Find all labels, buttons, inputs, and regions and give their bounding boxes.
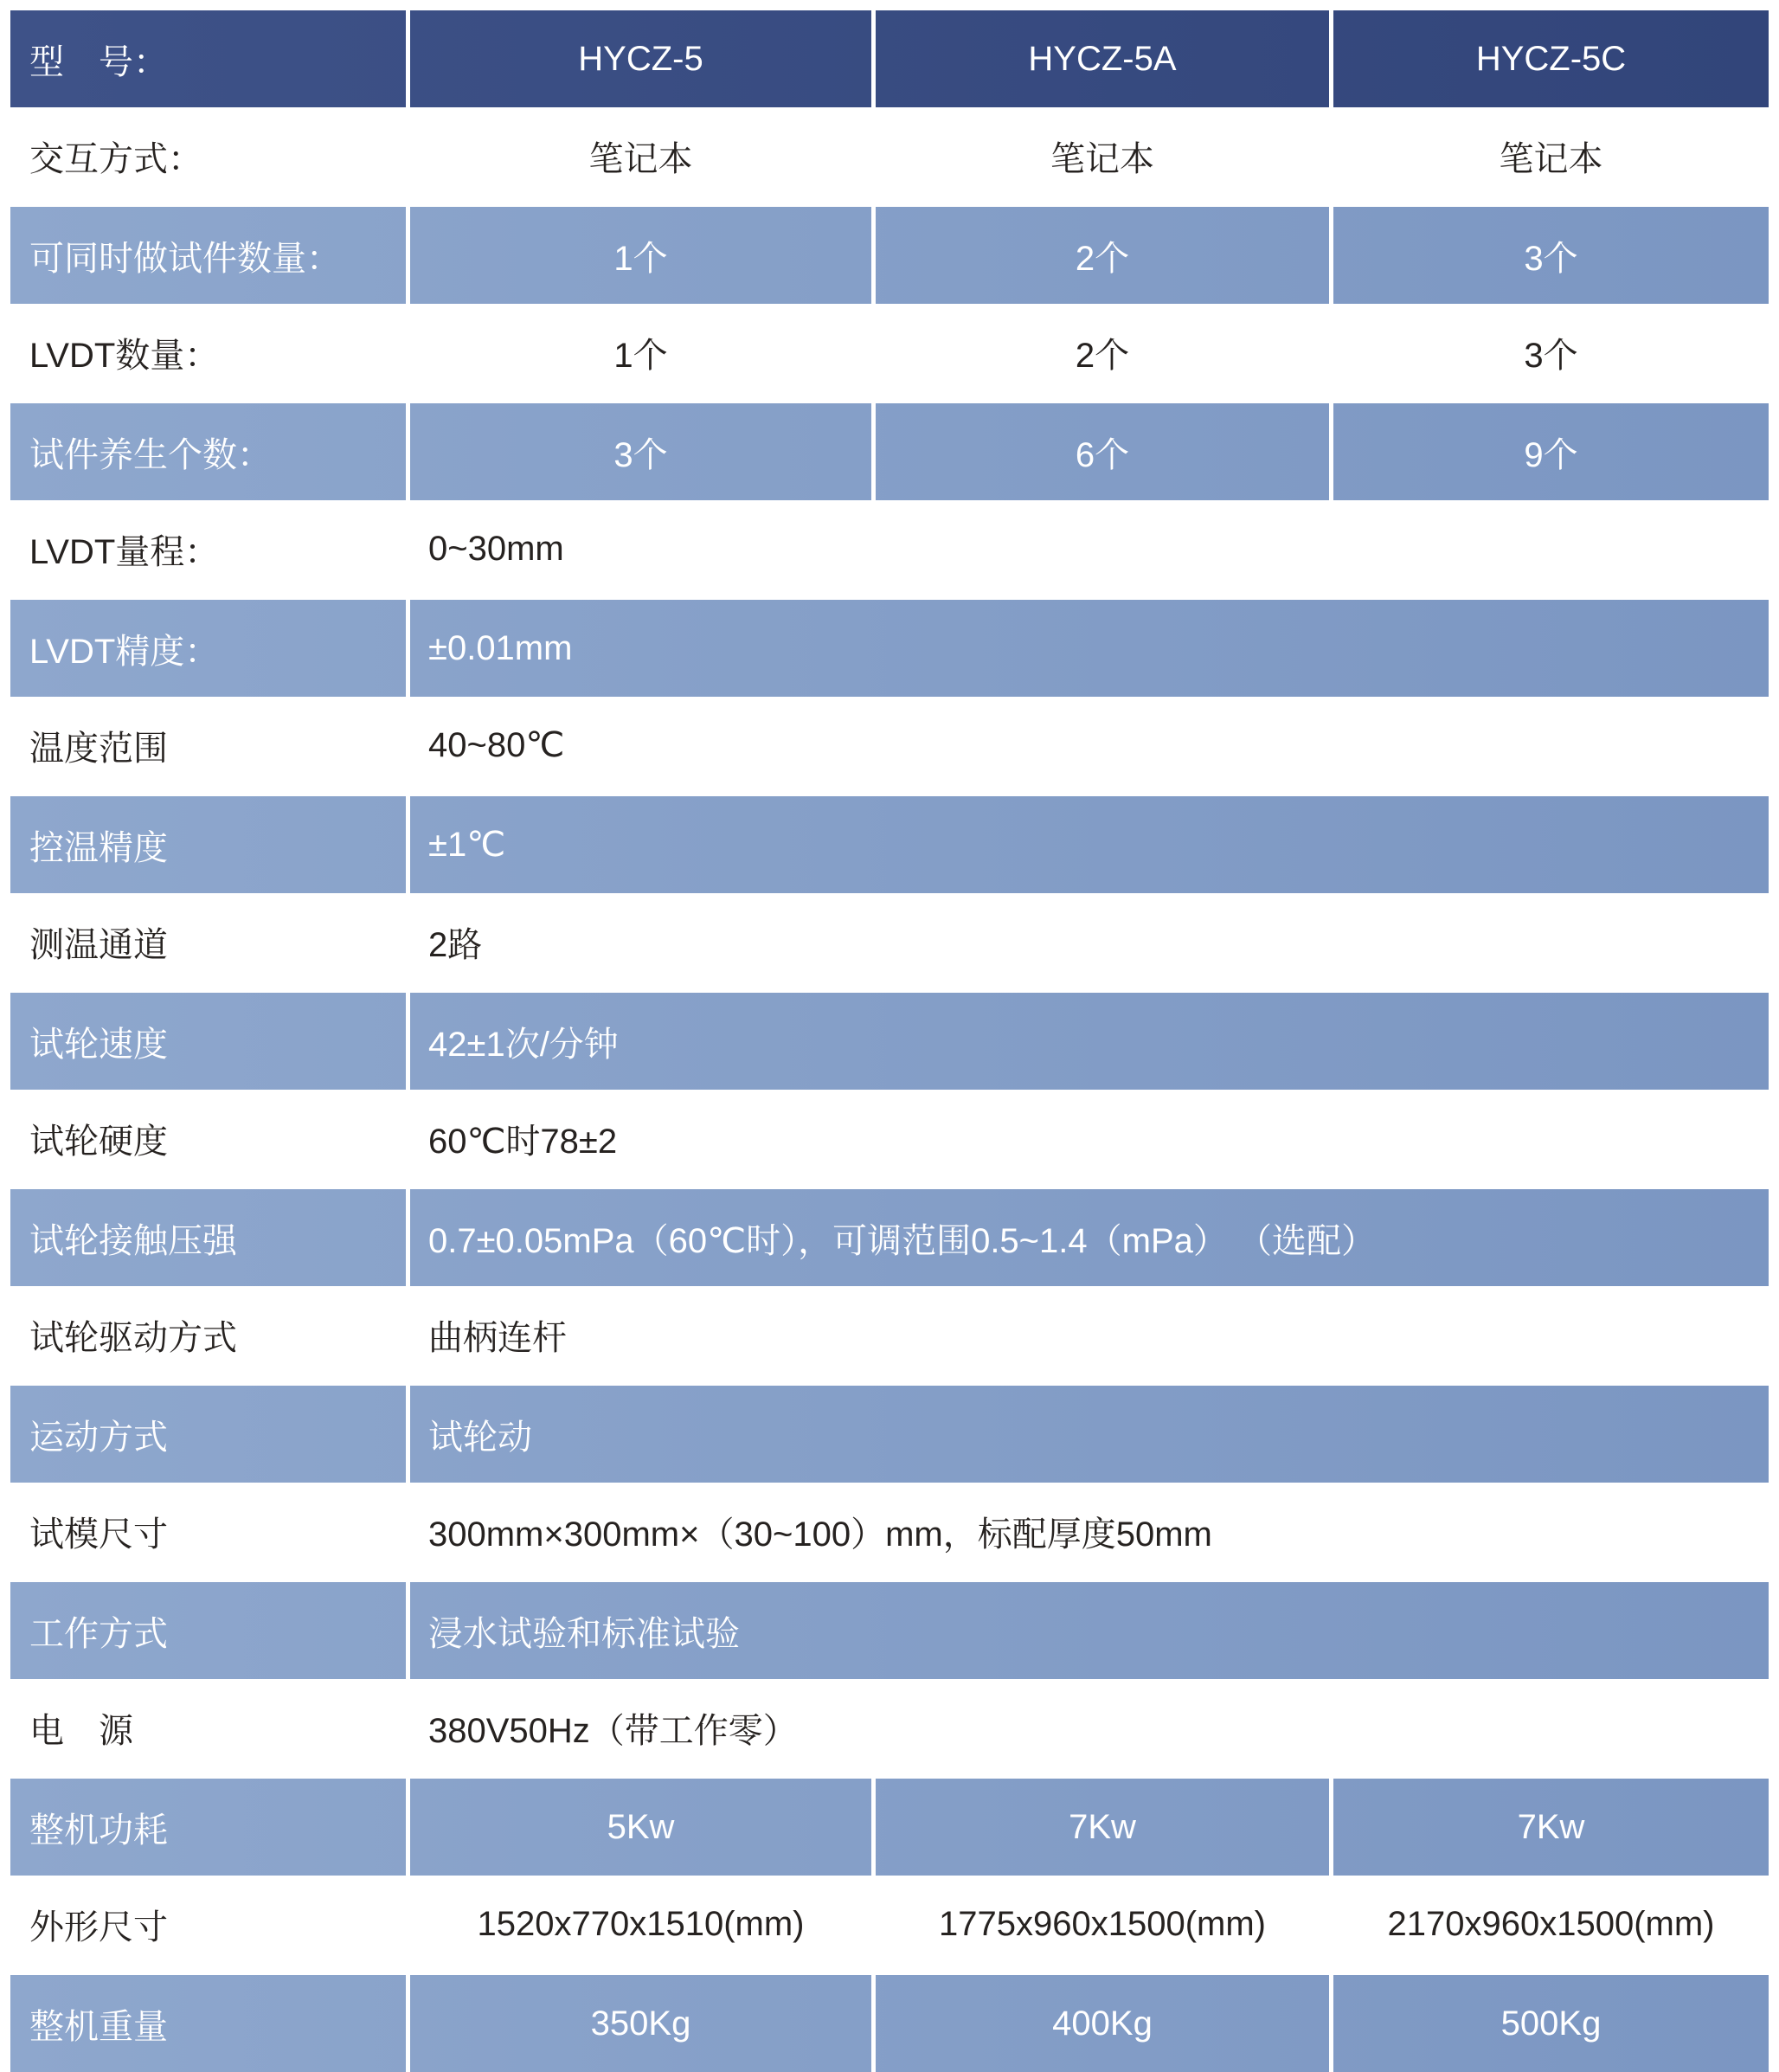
table-row [10, 204, 1769, 304]
table-row [10, 401, 1769, 500]
table-row [10, 1286, 1769, 1383]
row-value: 1个 [613, 336, 668, 375]
row-label: 电 源 [29, 1711, 133, 1750]
table-row [10, 1972, 1769, 2072]
row-label: 试轮硬度 [29, 1122, 168, 1161]
row-value: 笔记本 [588, 139, 693, 178]
row-value-merged: 300mm×300mm×（30~100）mm，标配厚度50mm [428, 1515, 1212, 1554]
row-value-merged: ±1℃ [406, 796, 1769, 893]
table-row [10, 794, 1769, 893]
row-value-merged: 曲柄连杆 [428, 1318, 567, 1357]
row-value: 500Kg [1329, 1975, 1769, 2072]
row-label: 试轮速度 [29, 1025, 168, 1064]
row-label: 温度范围 [29, 729, 168, 768]
row-label: LVDT数量： [29, 336, 220, 375]
table-row [10, 597, 1769, 697]
row-label: 试轮接触压强 [29, 1221, 237, 1260]
row-value: 2个 [871, 207, 1329, 304]
row-value-merged: 0~30mm [428, 529, 564, 568]
row-label: LVDT精度： [29, 632, 220, 671]
row-value: 3个 [406, 403, 871, 500]
row-value: 笔记本 [1499, 139, 1603, 178]
header-label: 型 号： [29, 42, 168, 81]
table-row [10, 304, 1769, 401]
row-value: 6个 [871, 403, 1329, 500]
row-label: 运动方式 [29, 1418, 168, 1457]
table-row [10, 1483, 1769, 1580]
table-row [10, 990, 1769, 1090]
row-label: 整机功耗 [29, 1811, 168, 1850]
row-value: 350Kg [406, 1975, 871, 2072]
table-row [10, 1383, 1769, 1483]
header-model-1: HYCZ-5A [871, 10, 1329, 107]
row-value: 笔记本 [1050, 139, 1154, 178]
row-label: 交互方式： [29, 139, 202, 178]
row-value-merged: 60℃时78±2 [428, 1122, 618, 1161]
table-row [10, 893, 1769, 990]
row-value: 7Kw [871, 1779, 1329, 1876]
row-label: 测温通道 [29, 925, 168, 964]
header-model-2: HYCZ-5C [1329, 10, 1769, 107]
row-value: 1775x960x1500(mm) [939, 1904, 1266, 1943]
row-value: 9个 [1329, 403, 1769, 500]
table-row [10, 1876, 1769, 1972]
table-row [10, 1187, 1769, 1286]
row-label: 外形尺寸 [29, 1908, 168, 1947]
table-row [10, 1090, 1769, 1187]
row-label: 可同时做试件数量： [29, 239, 341, 278]
row-value: 2个 [1075, 336, 1130, 375]
row-label: 试模尺寸 [29, 1515, 168, 1554]
row-value-merged: 0.7±0.05mPa（60℃时），可调范围0.5~1.4（mPa） （选配） [406, 1189, 1769, 1286]
row-value: 1520x770x1510(mm) [477, 1904, 805, 1943]
row-value-merged: 380V50Hz（带工作零） [428, 1711, 798, 1750]
row-label: 控温精度 [29, 828, 168, 867]
table-row [10, 1776, 1769, 1876]
header-model-0: HYCZ-5 [406, 10, 871, 107]
row-value-merged: 40~80℃ [428, 726, 565, 764]
row-label: LVDT量程： [29, 532, 220, 571]
row-value: 1个 [406, 207, 871, 304]
table-row [10, 1679, 1769, 1776]
table-row [10, 697, 1769, 794]
row-value-merged: 42±1次/分钟 [406, 993, 1769, 1090]
table-header-row [10, 10, 1769, 107]
row-value-merged: 试轮动 [406, 1386, 1769, 1483]
row-value-merged: 2路 [428, 925, 483, 964]
row-value-merged: 浸水试验和标准试验 [406, 1582, 1769, 1679]
row-label: 整机重量 [29, 2007, 168, 2046]
row-value: 2170x960x1500(mm) [1387, 1904, 1715, 1943]
row-value: 5Kw [406, 1779, 871, 1876]
row-label: 试件养生个数： [29, 435, 272, 474]
table-row [10, 107, 1769, 204]
row-value: 7Kw [1329, 1779, 1769, 1876]
row-value: 3个 [1524, 336, 1578, 375]
table-row [10, 500, 1769, 597]
row-value-merged: ±0.01mm [406, 600, 1769, 697]
row-label: 工作方式 [29, 1614, 168, 1653]
row-value: 3个 [1329, 207, 1769, 304]
row-value: 400Kg [871, 1975, 1329, 2072]
row-label: 试轮驱动方式 [29, 1318, 237, 1357]
spec-table [10, 10, 1769, 2072]
table-row [10, 1580, 1769, 1679]
